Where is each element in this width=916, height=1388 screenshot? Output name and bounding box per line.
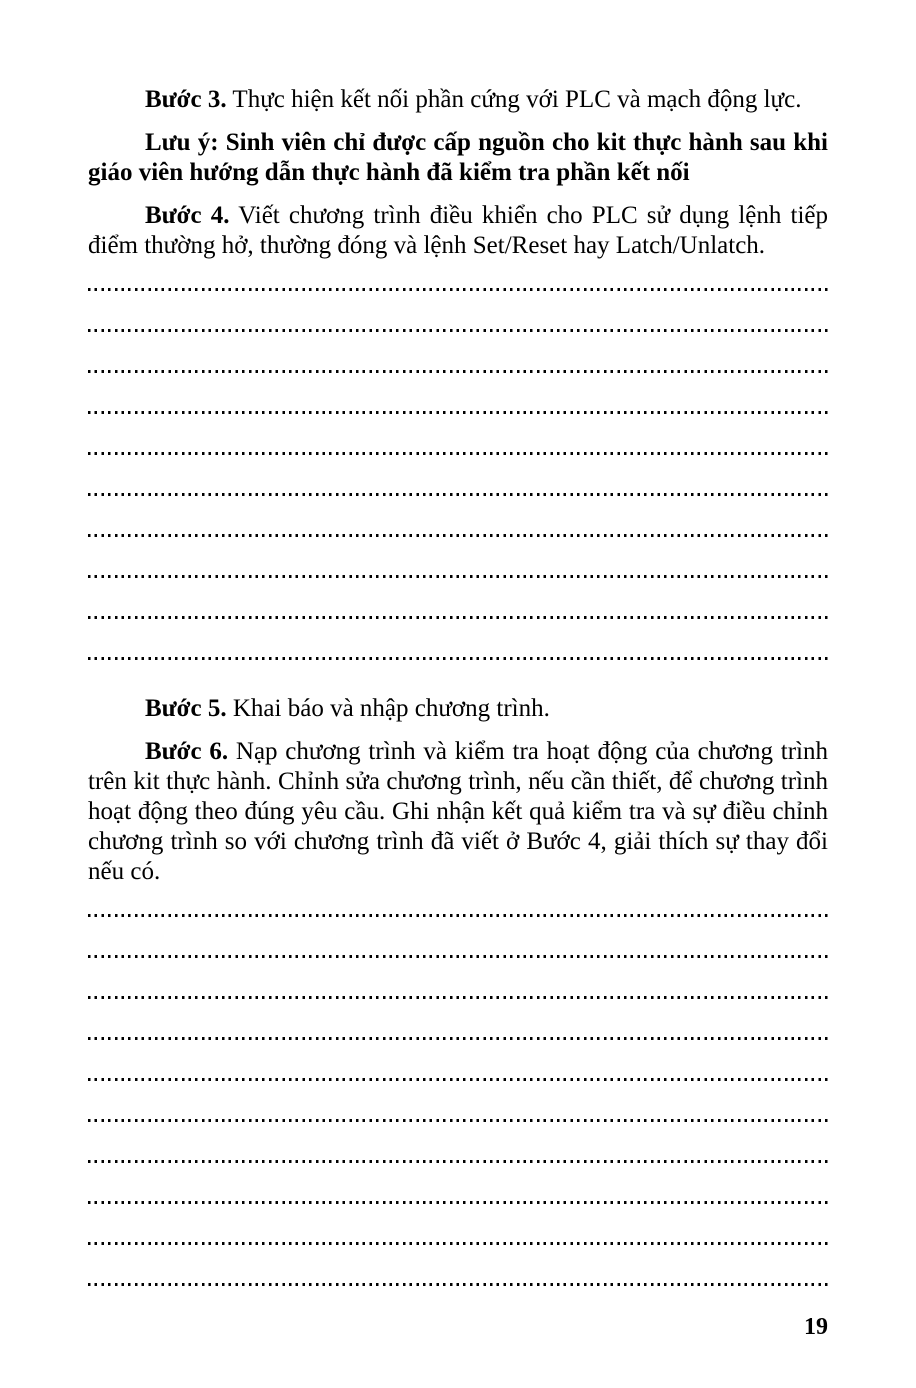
answer-dotted-line [88,558,828,599]
step-4-label: Bước 4. [145,202,230,229]
paragraph-step-6 [88,737,828,887]
step-3-label: Bước 3. [145,86,227,113]
answer-dotted-line [88,1184,828,1225]
answer-dotted-line [88,1225,828,1266]
note-label: Lưu ý: [145,129,219,156]
answer-dotted-line [88,312,828,353]
note-text: Sinh viên chỉ được cấp nguồn cho kit thực hành sau khi giáo viên hướng dẫn thực hành đã kiểm tra phần kết nối [88,129,828,186]
answer-dotted-line [88,1061,828,1102]
answer-dotted-line [88,1266,828,1307]
answer-dotted-line [88,435,828,476]
answer-dotted-line [88,979,828,1020]
answer-block-2 [88,897,828,1307]
answer-dotted-line [88,394,828,435]
answer-block-1 [88,271,828,681]
paragraph-step-3 [88,85,828,115]
step-3-text: Thực hiện kết nối phần cứng với PLC và mạch động lực. [226,86,802,113]
answer-dotted-line [88,1102,828,1143]
paragraph-step-4 [88,201,828,261]
paragraph-note [88,128,828,188]
answer-dotted-line [88,897,828,938]
answer-dotted-line [88,517,828,558]
answer-dotted-line [88,271,828,312]
answer-dotted-line [88,476,828,517]
step-5-text: Khai báo và nhập chương trình. [226,695,550,722]
step-5-label: Bước 5. [145,695,227,722]
step-6-label: Bước 6. [145,738,229,765]
answer-dotted-line [88,938,828,979]
answer-dotted-line [88,640,828,681]
answer-dotted-line [88,1020,828,1061]
answer-dotted-line [88,353,828,394]
page-number: 19 [804,1314,828,1340]
paragraph-step-5 [88,694,828,724]
step-6-text: Nạp chương trình và kiểm tra hoạt động của chương trình trên kit thực hành. Chỉnh sửa chương trình, nếu cần thiết, để chương trình hoạt động theo đúng yêu cầu. Ghi nhận kết quả kiểm tra và sự điều chỉnh chương trình so với chương trình đã viết ở Bước 4, giải thích sự thay đổi nếu có. [88,738,828,885]
step-4-text: Viết chương trình điều khiển cho PLC sử dụng lệnh tiếp điểm thường hở, thường đóng và lệnh Set/Reset hay Latch/Unlatch. [88,202,829,259]
answer-dotted-line [88,1143,828,1184]
answer-dotted-line [88,599,828,640]
